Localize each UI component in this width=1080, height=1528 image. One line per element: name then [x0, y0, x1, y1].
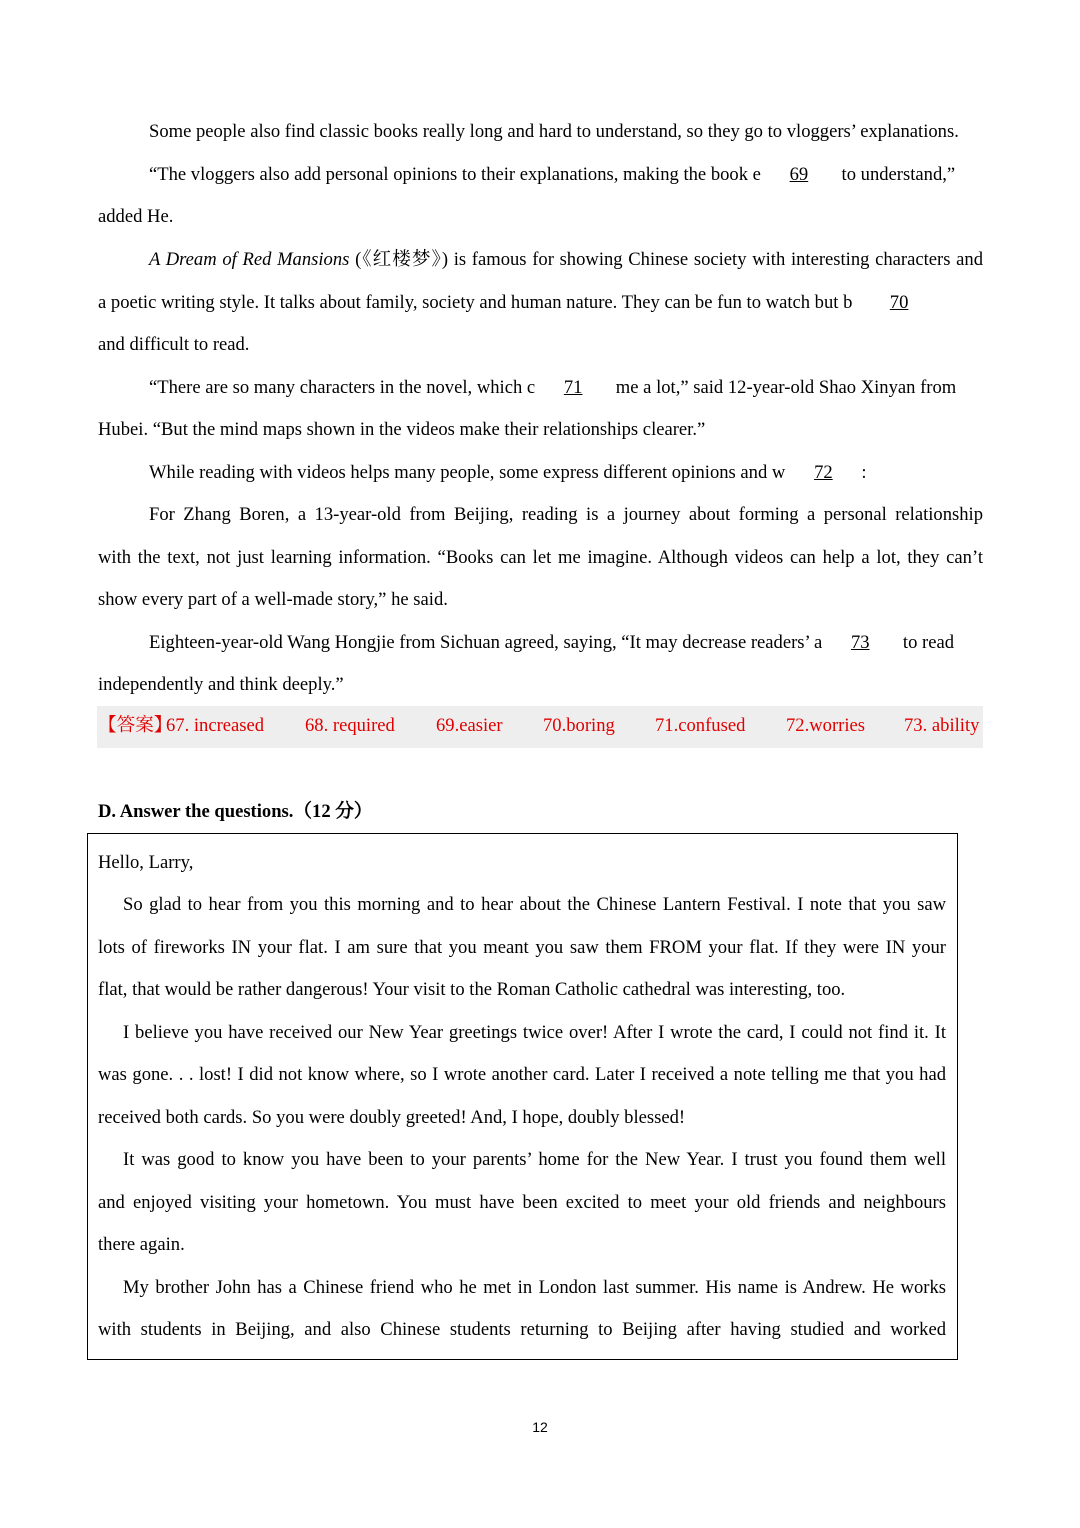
answer-item: 68. required	[305, 715, 395, 736]
passage-line: with the text, not just learning information. “Books can let me imagine. Although videos can help a lot, they can’t	[98, 547, 983, 568]
passage-line	[149, 376, 983, 400]
letter-greeting: Hello, Larry,	[98, 852, 194, 873]
passage-text: “There are so many characters in the novel, which c	[149, 377, 536, 398]
answer-item: 67. increased	[166, 715, 265, 736]
letter-line: lots of fireworks IN your flat. I am sure that you meant you saw them FROM your flat. If they were IN your	[98, 937, 946, 958]
section-heading: D. Answer the questions.（12 分）	[98, 801, 373, 822]
letter-line: there again.	[98, 1234, 185, 1255]
letter-line: It was good to know you have been to your parents’ home for the New Year. I trust you found them well	[123, 1149, 946, 1170]
page-number: 12	[532, 1419, 548, 1435]
passage-line	[149, 163, 983, 187]
passage-line	[149, 461, 983, 485]
passage-line	[149, 248, 983, 272]
letter-line: My brother John has a Chinese friend who he met in London last summer. His name is Andrew. He works	[123, 1277, 946, 1298]
passage-line: independently and think deeply.”	[98, 674, 344, 695]
passage-line	[98, 291, 983, 315]
passage-text: While reading with videos helps many people, some express different opinions and w	[149, 462, 786, 483]
answer-item: 73. ability	[904, 715, 980, 736]
passage-text: to understand,”	[836, 164, 956, 185]
blank-69: 69	[789, 164, 809, 185]
passage-line: added He.	[98, 206, 174, 227]
passage-line: Hubei. “But the mind maps shown in the videos make their relationships clearer.”	[98, 419, 706, 440]
passage-text: a poetic writing style. It talks about family, society and human nature. They can be fun to watch but b	[98, 292, 853, 313]
blank-73: 73	[850, 632, 870, 653]
letter-line: with students in Beijing, and also Chinese students returning to Beijing after having studied and worked	[98, 1319, 946, 1340]
letter-line: received both cards. So you were doubly greeted! And, I hope, doubly blessed!	[98, 1107, 686, 1128]
passage-line: For Zhang Boren, a 13-year-old from Beijing, reading is a journey about forming a personal relationship	[149, 504, 983, 525]
blank-70: 70	[889, 292, 909, 313]
answer-item: 71.confused	[655, 715, 746, 736]
passage-text: “The vloggers also add personal opinions to their explanations, making the book e	[149, 164, 761, 185]
blank-71: 71	[563, 377, 583, 398]
answer-item: 69.easier	[436, 715, 503, 736]
letter-line: So glad to hear from you this morning and to hear about the Chinese Lantern Festival. I note that you saw	[123, 894, 946, 915]
passage-text: Eighteen-year-old Wang Hongjie from Sichuan agreed, saying, “It may decrease readers’ a	[149, 632, 823, 653]
passage-text: to read	[898, 632, 955, 653]
letter-line: and enjoyed visiting your hometown. You must have been excited to meet your old friends and neighbours	[98, 1192, 946, 1213]
answer-item: 70.boring	[543, 715, 615, 736]
letter-line: flat, that would be rather dangerous! Your visit to the Roman Catholic cathedral was interesting, too.	[98, 979, 846, 1000]
passage-text: (《红楼梦》) is famous for showing Chinese society with interesting characters and	[349, 249, 983, 270]
passage-line	[149, 631, 983, 655]
letter-line: was gone. . . lost! I did not know where, so I wrote another card. Later I received a note telling me that you had	[98, 1064, 946, 1085]
passage-line: show every part of a well-made story,” he said.	[98, 589, 448, 610]
answer-item: 72.worries	[786, 715, 866, 736]
blank-72: 72	[814, 462, 833, 483]
passage-text: :	[861, 462, 867, 483]
letter-line: I believe you have received our New Year greetings twice over! After I wrote the card, I could not find it. It	[123, 1022, 946, 1043]
passage-text: me a lot,” said 12-year-old Shao Xinyan from	[611, 377, 957, 398]
passage-line: and difficult to read.	[98, 334, 250, 355]
passage-line: Some people also find classic books really long and hard to understand, so they go to vloggers’ explanations.	[149, 121, 959, 142]
book-title: A Dream of Red Mansions	[149, 249, 350, 270]
answer-label: 【答案】	[98, 715, 173, 736]
